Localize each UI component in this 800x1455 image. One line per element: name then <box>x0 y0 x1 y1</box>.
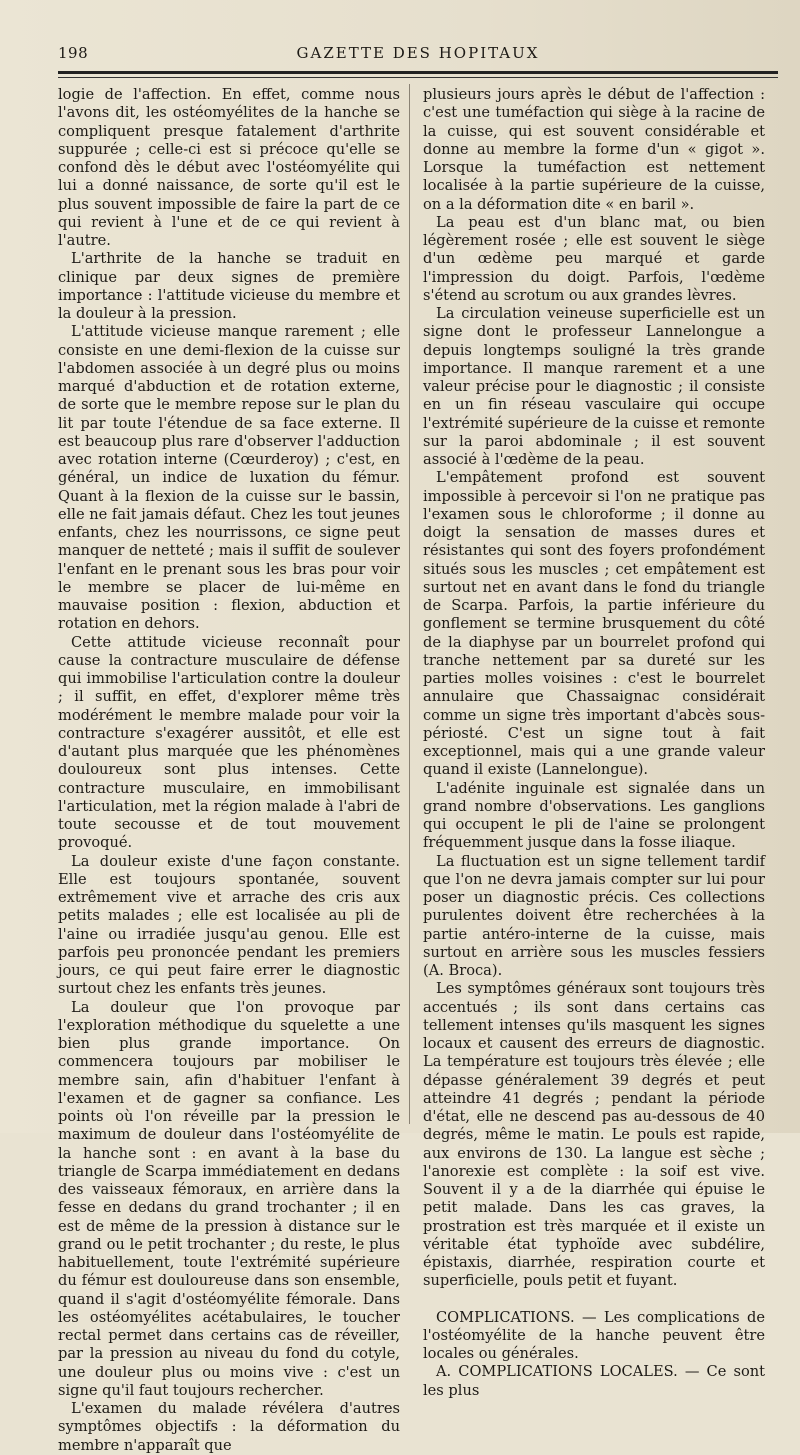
paragraph: L'empâtement profond est souvent impossible à percevoir si l'on ne pratique pas l'examen sous le chloroforme ; il donne au doigt la sensation de masses dures et résistantes qui sont des foyers profondément situés sous les muscles ; cet empâtement est surtout net en avant dans le fond du triangle de Scarpa. Parfois, la partie inférieure du gonflement se termine brusquement du côté de la diaphyse par un bourrelet profond qui tranche nettement par sa dureté sur les parties molles voisines : c'est le bourrelet annulaire que Chassaignac considérait comme un signe très important d'abcès sous-périosté. C'est un signe tout à fait exceptionnel, mais qui a une grande valeur quand il existe (Lannelongue). <box>423 469 765 779</box>
page-header <box>58 40 778 66</box>
column-divider <box>409 84 410 1124</box>
page-number: 198 <box>58 44 89 62</box>
section-heading-local-complications: A. COMPLICATIONS LOCALES. — Ce sont les plus <box>423 1363 765 1399</box>
paragraph: L'attitude vicieuse manque rarement ; elle consiste en une demi-flexion de la cuisse sur l'abdomen associée à un degré plus ou moins marqué d'abduction et de rotation externe, de sorte que le membre repose sur le plan du lit par toute l'étendue de sa face externe. Il est beaucoup plus rare d'observer l'adduction avec rotation interne (Cœurderoy) ; c'est, en général, un indice de luxation du fémur. Quant à la flexion de la cuisse sur le bassin, elle ne fait jamais défaut. Chez les tout jeunes enfants, chez les nourrissons, ce signe peut manquer de netteté ; mais il suffit de soulever l'enfant en le prenant sous les bras pour voir le membre se placer de lui-même en mauvaise position : flexion, abduction et rotation en dehors. <box>58 323 400 633</box>
paragraph: L'adénite inguinale est signalée dans un grand nombre d'observations. Les ganglions qui occupent le pli de l'aine se prolongent fréquemment jusque dans la fosse iliaque. <box>423 779 765 852</box>
header-rule-thin <box>58 77 778 78</box>
right-column <box>423 86 765 1400</box>
paragraph: L'arthrite de la hanche se traduit en clinique par deux signes de première importance : l'attitude vicieuse du membre et la douleur à la pression. <box>58 250 400 322</box>
header-rule-thick <box>58 71 778 74</box>
paragraph: La douleur existe d'une façon constante. Elle est toujours spontanée, souvent extrêmement vive et arrache des cris aux petits malades ; elle est localisée au pli de l'aine ou irradiée jusqu'au genou. Elle est parfois peu prononcée pendant les premiers jours, ce qui peut faire errer le diagnostic surtout chez les enfants très jeunes. <box>58 852 400 998</box>
paragraph: logie de l'affection. En effet, comme nous l'avons dit, les ostéomyélites de la hanche se compliquent presque fatalement d'arthrite suppurée ; celle-ci est si précoce qu'elle se confond dès le début avec l'ostéomyélite qui lui a donné naissance, de sorte qu'il est le plus souvent impossible de faire la part de ce qui revient à l'une et de ce qui revient à l'autre. <box>58 86 400 249</box>
paragraph: Cette attitude vicieuse reconnaît pour cause la contracture musculaire de défense qui immobilise l'articulation contre la douleur ; il suffit, en effet, d'explorer même très modérément le membre malade pour voir la contracture s'exagérer aussitôt, et elle est d'autant plus marquée que les phénomènes douloureux sont plus intenses. Cette contracture musculaire, en immobilisant l'articulation, met la région malade à l'abri de toute secousse et de tout mouvement provoqué. <box>58 633 400 852</box>
paragraph: L'examen du malade révélera d'autres symptômes objectifs : la déformation du membre n'apparaît que <box>58 1400 400 1454</box>
left-column <box>58 86 400 1455</box>
paragraph: Les symptômes généraux sont toujours très accentués ; ils sont dans certains cas tellement intenses qu'ils masquent les signes locaux et causent des erreurs de diagnostic. La température est toujours très élevée ; elle dépasse généralement 39 degrés et peut atteindre 41 degrés ; pendant la période d'état, elle ne descend pas au-dessous de 40 degrés, même le matin. Le pouls est rapide, aux environs de 130. La langue est sèche ; l'anorexie est complète : la soif est vive. Souvent il y a de la diarrhée qui épuise le petit malade. Dans les cas graves, la prostration est très marquée et il existe un véritable état typhoïde avec subdélire, épistaxis, diarrhée, respiration courte et superficielle, pouls petit et fuyant. <box>423 980 765 1290</box>
paragraph: La fluctuation est un signe tellement tardif que l'on ne devra jamais compter sur lui pour poser un diagnostic précis. Ces collections purulentes doivent être recherchées à la partie antéro-interne de la cuisse, mais surtout en arrière sous les muscles fessiers (A. Broca). <box>423 852 765 979</box>
paragraph: plusieurs jours après le début de l'affection : c'est une tuméfaction qui siège à la racine de la cuisse, qui est souvent considérable et donne au membre la forme d'un « gigot ». Lorsque la tuméfaction est nettement localisée à la partie supérieure de la cuisse, on a la déformation dite « en baril ». <box>423 86 765 213</box>
journal-title: GAZETTE DES HOPITAUX <box>296 44 540 62</box>
paragraph: La circulation veineuse superficielle est un signe dont le professeur Lannelongue a depuis longtemps souligné la très grande importance. Il manque rarement et a une valeur précise pour le diagnostic ; il consiste en un fin réseau vasculaire qui occupe l'extrémité supérieure de la cuisse et remonte sur la paroi abdominale ; il est souvent associé à l'œdème de la peau. <box>423 305 765 468</box>
paragraph: La peau est d'un blanc mat, ou bien légèrement rosée ; elle est souvent le siège d'un œdème peu marqué et garde l'impression du doigt. Parfois, l'œdème s'étend au scrotum ou aux grandes lèvres. <box>423 213 765 304</box>
paragraph: La douleur que l'on provoque par l'exploration méthodique du squelette a une bien plus grande importance. On commencera toujours par mobiliser le membre sain, afin d'habituer l'enfant à l'examen et de gagner sa confiance. Les points où l'on réveille par la pression le maximum de douleur dans l'ostéomyélite de la hanche sont : en avant à la base du triangle de Scarpa immédiatement en dedans des vaisseaux fémoraux, en arrière dans la fesse en dedans du grand trochanter ; il en est de même de la pression à distance sur le grand ou le petit trochanter ; du reste, le plus habituellement, toute l'extrémité supérieure du fémur est douloureuse dans son ensemble, quand il s'agit d'ostéomyélite fémorale. Dans les ostéomyélites acétabulaires, le toucher rectal permet dans certains cas de réveiller, par la pression au niveau du fond du cotyle, une douleur plus ou moins vive : c'est un signe qu'il faut toujours rechercher. <box>58 998 400 1399</box>
section-heading-complications: COMPLICATIONS. — Les complications de l'ostéomyélite de la hanche peuvent être locales ou générales. <box>423 1308 765 1362</box>
